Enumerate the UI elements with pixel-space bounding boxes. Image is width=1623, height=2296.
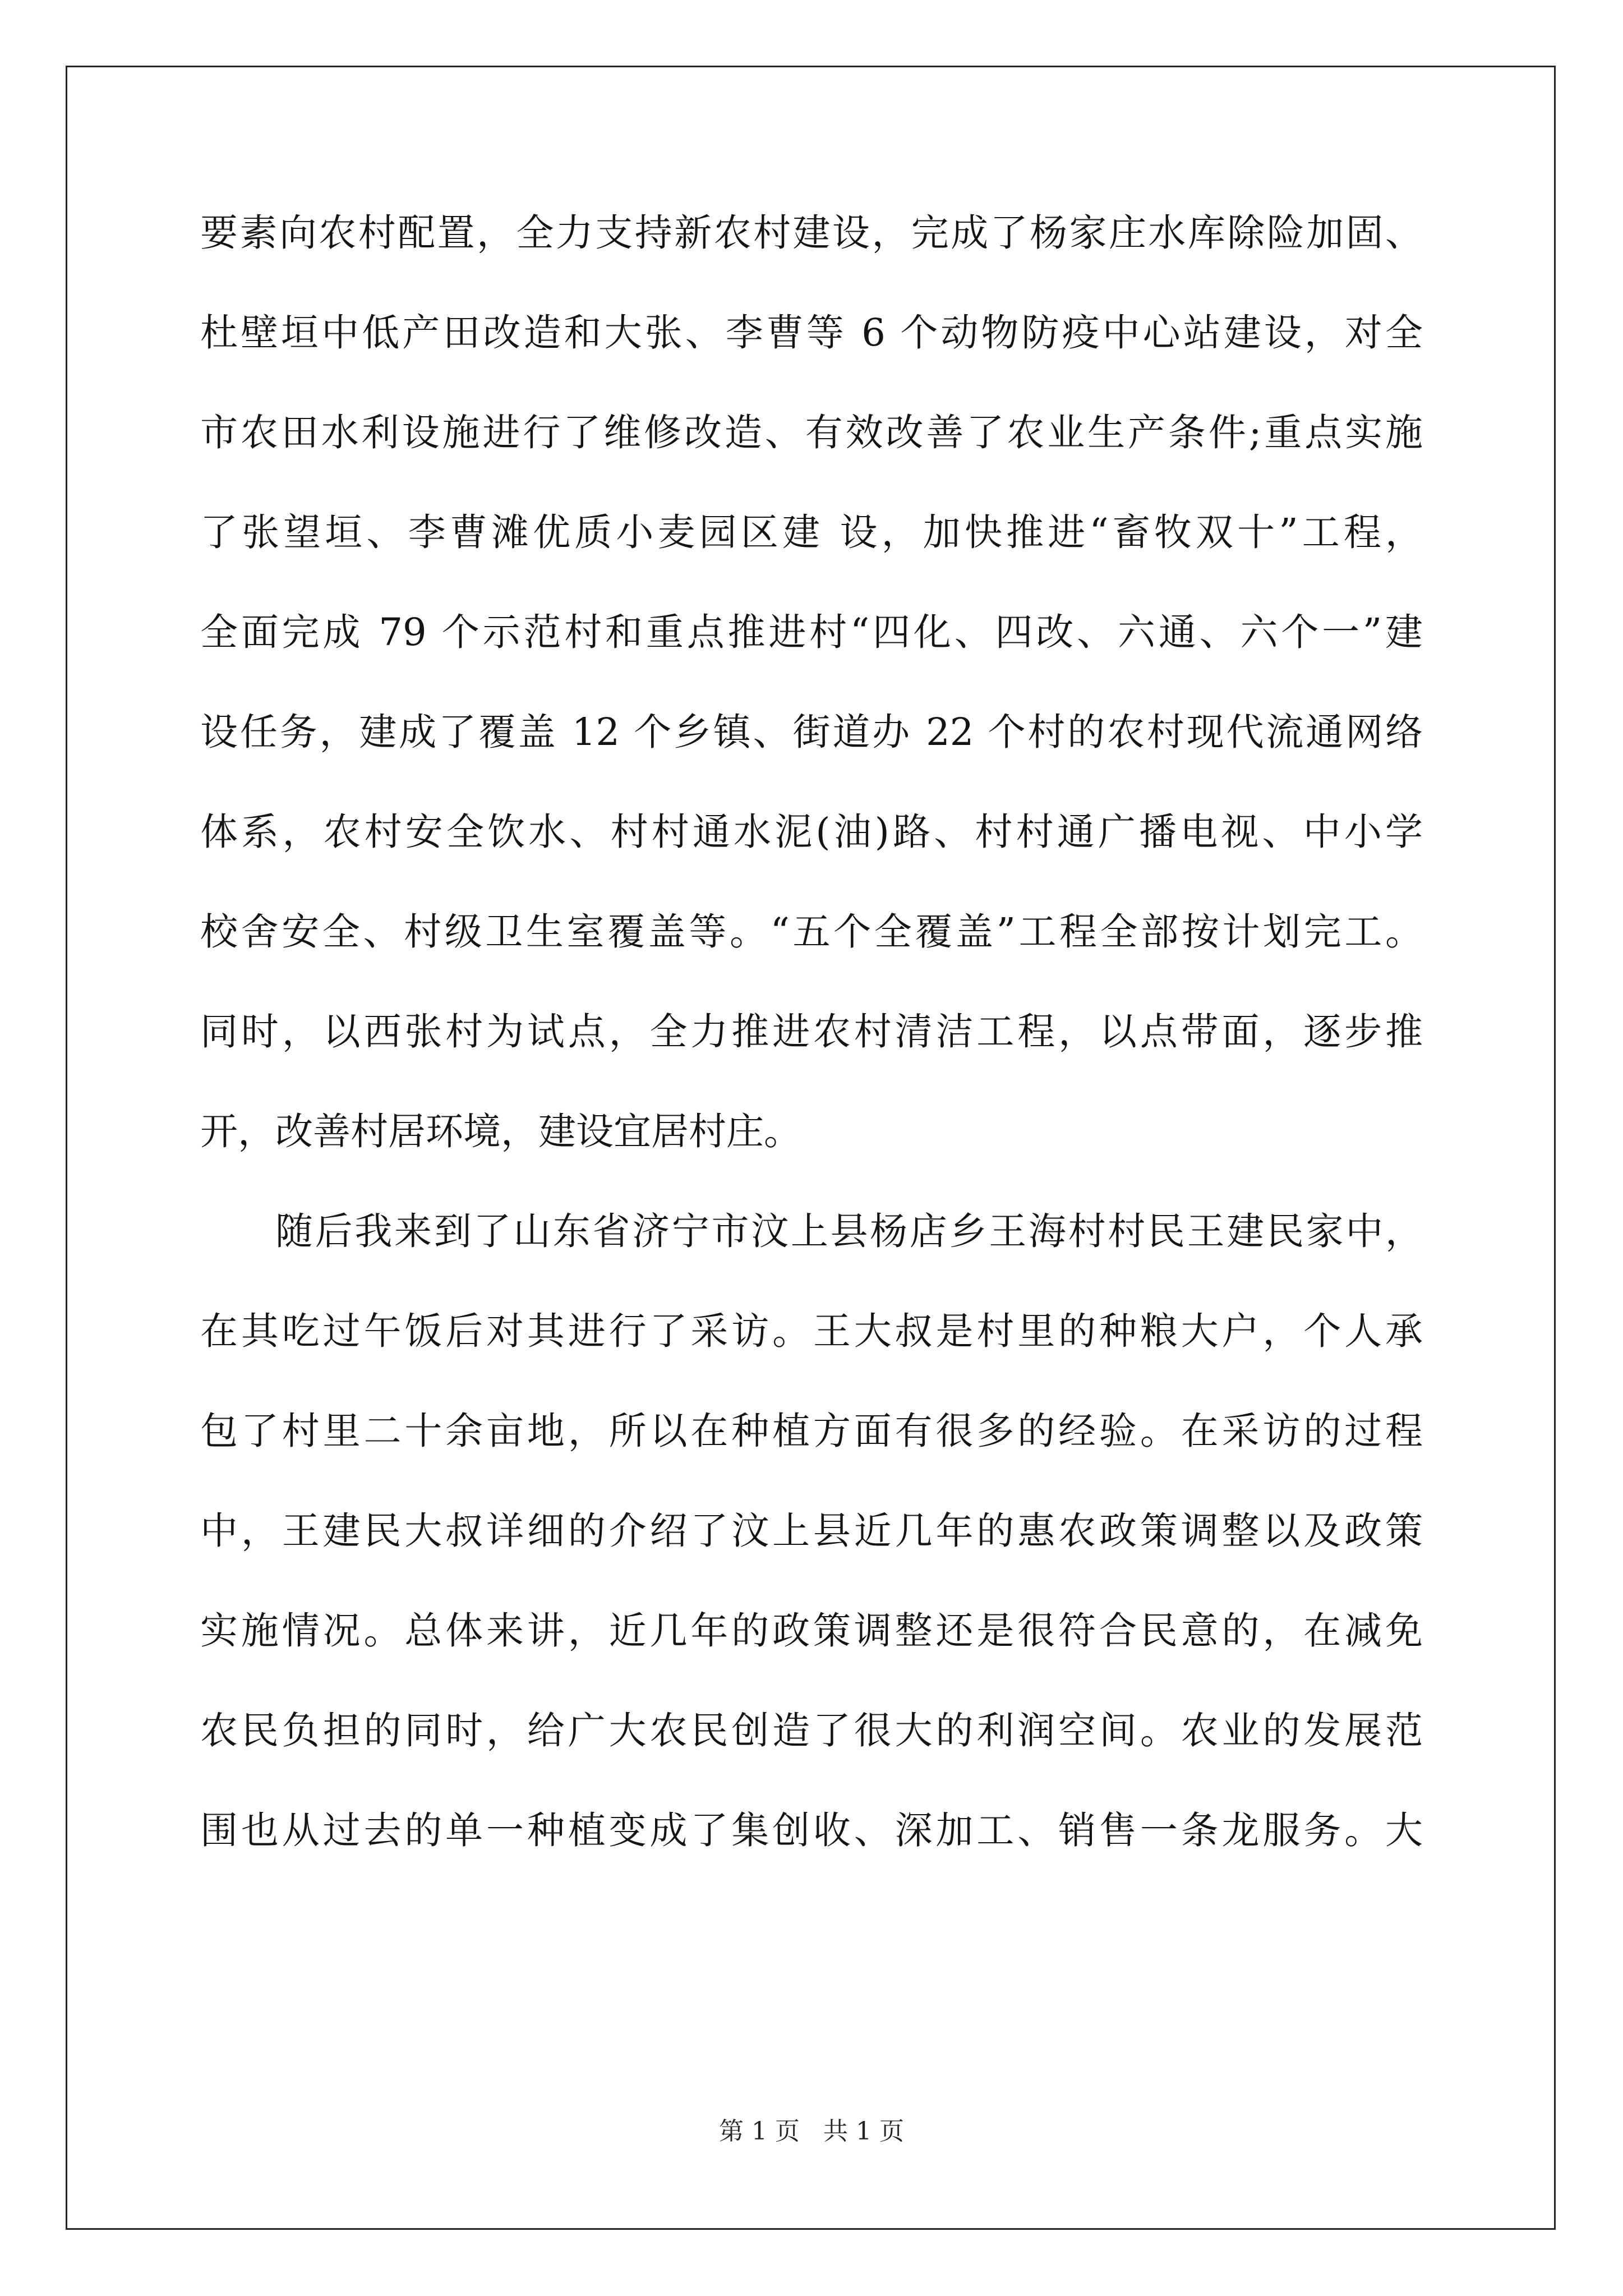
body-line-1: 要素向农村配置，全力支持新农村建设，完成了杨家庄水库除险加固、	[200, 211, 1423, 255]
body-line-3: 市农田水利设施进行了维修改造、有效改善了农业生产条件;重点实施	[200, 411, 1423, 454]
body-line-11: 随后我来到了山东省济宁市汶上县杨店乡王海村村民王建民家中，	[275, 1209, 1423, 1253]
body-line-13: 包了村里二十余亩地，所以在种植方面有很多的经验。在采访的过程	[200, 1409, 1423, 1453]
body-line-6: 设任务，建成了覆盖 12 个乡镇、街道办 22 个村的农村现代流通网络	[200, 710, 1423, 754]
body-line-16: 农民负担的同时，给广大农民创造了很大的利润空间。农业的发展范	[200, 1709, 1423, 1752]
body-line-14: 中，王建民大叔详细的介绍了汶上县近几年的惠农政策调整以及政策	[200, 1509, 1423, 1553]
body-line-4: 了张望垣、李曹滩优质小麦园区建 设，加快推进“畜牧双十”工程，	[200, 510, 1423, 554]
page-footer: 第 1 页 共 1 页	[719, 2117, 904, 2146]
body-line-12: 在其吃过午饭后对其进行了采访。王大叔是村里的种粮大户，个人承	[200, 1309, 1423, 1353]
body-line-10: 开，改善村居环境，建设宜居村庄。	[200, 1110, 801, 1153]
body-line-17: 围也从过去的单一种植变成了集创收、深加工、销售一条龙服务。大	[200, 1809, 1423, 1852]
body-line-2: 杜壁垣中低产田改造和大张、李曹等 6 个动物防疫中心站建设，对全	[200, 311, 1423, 355]
body-line-8: 校舍安全、村级卫生室覆盖等。“五个全覆盖”工程全部按计划完工。	[200, 910, 1423, 954]
body-line-15: 实施情况。总体来讲，近几年的政策调整还是很符合民意的，在减免	[200, 1609, 1423, 1653]
body-line-9: 同时，以西张村为试点，全力推进农村清洁工程，以点带面，逐步推	[200, 1010, 1423, 1053]
body-line-5: 全面完成 79 个示范村和重点推进村“四化、四改、六通、六个一”建	[200, 610, 1423, 654]
body-line-7: 体系，农村安全饮水、村村通水泥(油)路、村村通广播电视、中小学	[200, 810, 1423, 854]
